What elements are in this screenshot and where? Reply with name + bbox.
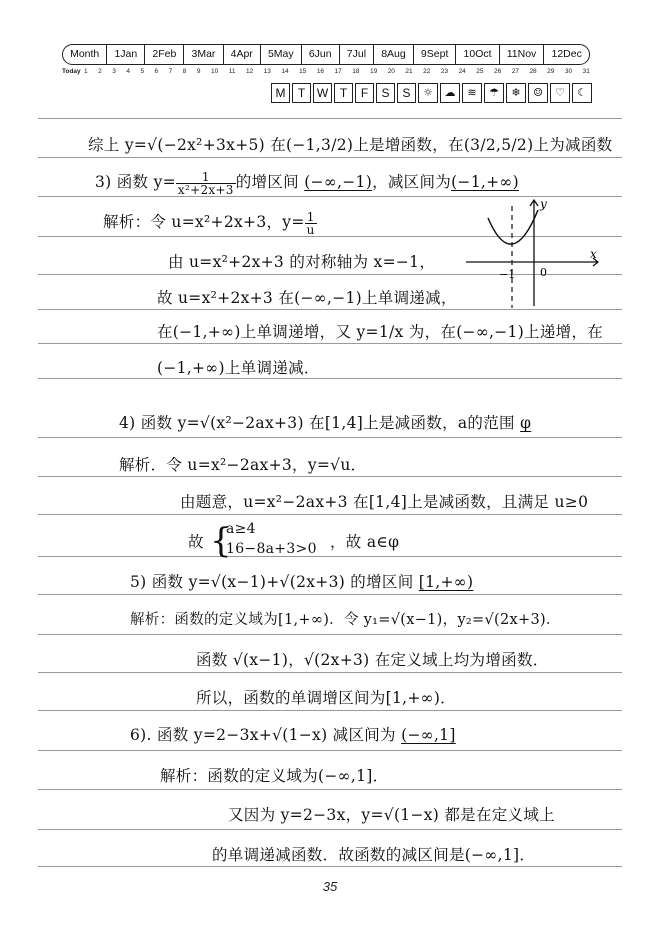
- day-number: 3: [112, 68, 116, 75]
- q5-prefix: 5) 函数 y=√(x−1)+√(2x+3) 的增区间: [130, 573, 414, 591]
- month-cell-may: 5May: [261, 45, 302, 64]
- line-14: 函数 √(x−1)，√(2x+3) 在定义域上均为增函数．: [196, 651, 549, 669]
- day-number: 11: [228, 68, 236, 75]
- month-cell-jan: 1Jan: [107, 45, 145, 64]
- ruled-line: [38, 118, 622, 119]
- month-cell-mar: 3Mar: [184, 45, 223, 64]
- line-16: [130, 723, 456, 745]
- ruled-line: [38, 866, 622, 867]
- month-cell-nov: 11Nov: [500, 45, 545, 64]
- ruled-line: [38, 514, 622, 515]
- q3-answer-increasing: (−∞,−1): [304, 173, 373, 191]
- day-number: 8: [182, 68, 187, 75]
- moon-icon: ☾: [572, 83, 592, 103]
- ruled-line: [38, 710, 622, 711]
- month-cell-label: Month: [63, 45, 107, 64]
- ruled-line: [38, 556, 622, 557]
- ruled-line: [38, 789, 622, 790]
- line-4: 由 u=x²+2x+3 的对称轴为 x=−1，: [168, 253, 436, 271]
- q3-mid: 的增区间: [235, 173, 299, 191]
- page-number: 35: [322, 879, 338, 894]
- weekday-thu: T: [334, 83, 353, 103]
- system-brace: {: [210, 521, 232, 561]
- parabola-graph: [466, 196, 606, 311]
- q3-fraction: [176, 171, 236, 196]
- ruled-line: [38, 378, 622, 379]
- q3-analysis-prefix: 解析：令 u=x²+2x+3，y=: [103, 213, 305, 231]
- rain-icon: ☂: [484, 83, 504, 103]
- happy-face-icon: ☺: [528, 83, 548, 103]
- day-number: 26: [494, 68, 502, 75]
- y-axis-label: y: [540, 197, 547, 211]
- day-number: 19: [369, 68, 378, 75]
- q3-denominator: x²+2x+3: [177, 182, 234, 197]
- q3-prefix: 3) 函数 y=: [95, 173, 176, 191]
- day-number: 13: [263, 68, 271, 75]
- month-row: [62, 44, 590, 65]
- q4-answer: φ: [520, 414, 532, 432]
- q4-condition-2: 16−8a+3>0: [226, 541, 317, 557]
- q4-prefix: 4) 函数 y=√(x²−2ax+3) 在[1,4]上是减函数，a的范围: [119, 414, 515, 432]
- day-number: 24: [458, 68, 466, 75]
- line-13: 解析：函数的定义域为[1,+∞)．令 y₁=√(x−1)，y₂=√(2x+3)．: [130, 612, 561, 628]
- x-axis-label: x: [590, 247, 597, 261]
- day-number: 21: [405, 68, 413, 75]
- line-9: 解析．令 u=x²−2ax+3，y=√u．: [119, 456, 367, 474]
- ruled-line: [38, 476, 622, 477]
- month-cell-dec: 12Dec: [551, 48, 582, 60]
- day-number: 23: [440, 68, 449, 75]
- line-6: 在(−1,+∞)上单调递增，又 y=1/x 为，在(−∞,−1)上递增，在: [157, 323, 604, 341]
- day-number: 16: [316, 68, 325, 75]
- month-cell-feb: 2Feb: [145, 45, 184, 64]
- ruled-line: [38, 437, 622, 438]
- line-8: [119, 411, 531, 433]
- line-19: 的单调递减函数．故函数的减区间是(−∞,1]．: [212, 846, 536, 864]
- q3-numerator: 1: [176, 171, 236, 184]
- day-number: 5: [140, 68, 145, 75]
- parabola-curve: [488, 210, 538, 244]
- weekday-tue: T: [292, 83, 311, 103]
- sun-icon: ☼: [418, 83, 438, 103]
- ruled-line: [38, 157, 622, 158]
- line-18: 又因为 y=2−3x，y=√(1−x) 都是在定义域上: [228, 806, 555, 824]
- line-10: 由题意，u=x²−2ax+3 在[1,4]上是减函数，且满足 u≥0: [180, 493, 589, 511]
- weekday-row: [271, 83, 592, 103]
- q4-conclusion-label: 故: [188, 533, 204, 551]
- q6-prefix: 6). 函数 y=2−3x+√(1−x) 减区间为: [130, 726, 396, 744]
- q3-analysis-denominator: u: [306, 222, 315, 237]
- day-number: 30: [564, 68, 573, 75]
- ruled-line: [38, 750, 622, 751]
- line-17: 解析：函数的定义域为(−∞,1]．: [160, 767, 389, 785]
- day-number: 14: [281, 68, 289, 75]
- ruled-line: [38, 594, 622, 595]
- line-12: [130, 570, 473, 592]
- origin-label: 0: [540, 266, 547, 279]
- heart-icon: ♡: [550, 83, 570, 103]
- q6-answer: (−∞,1]: [401, 726, 456, 744]
- line-7: (−1,+∞)上单调递减．: [157, 359, 320, 377]
- day-number: 1: [84, 68, 88, 75]
- q3-analysis-numerator: 1: [305, 211, 317, 224]
- day-list: [84, 68, 590, 75]
- day-number: 6: [154, 68, 159, 75]
- weekday-wed: W: [313, 83, 332, 103]
- ruled-line: [38, 343, 622, 344]
- today-label: Today: [62, 68, 81, 75]
- wind-icon: ≋: [462, 83, 482, 103]
- month-cell-apr: 4Apr: [224, 45, 261, 64]
- q3-mid2: ，减区间为: [372, 173, 452, 191]
- weekday-sat: S: [376, 83, 395, 103]
- month-cell-sep: 9Sept: [414, 45, 457, 64]
- line-2: [95, 170, 519, 196]
- day-row: [62, 68, 590, 75]
- day-number: 12: [245, 68, 254, 75]
- day-number: 28: [529, 68, 537, 75]
- day-number: 17: [334, 68, 342, 75]
- line-15: 所以，函数的单调增区间为[1,+∞)．: [196, 689, 456, 707]
- day-number: 10: [210, 68, 219, 75]
- line-5: 故 u=x²+2x+3 在(−∞,−1)上单调递减，: [157, 289, 457, 307]
- q3-analysis-fraction: [305, 211, 317, 236]
- ruled-line: [38, 829, 622, 830]
- q3-answer-decreasing: (−1,+∞): [451, 173, 519, 191]
- day-number: 29: [547, 68, 555, 75]
- day-number: 18: [352, 68, 360, 75]
- tick-label-minus-one: −1: [499, 268, 516, 281]
- day-number: 25: [476, 68, 484, 75]
- weekday-mon: M: [271, 83, 290, 103]
- day-number: 9: [196, 68, 201, 75]
- day-number: 4: [126, 68, 130, 75]
- line-3: [103, 210, 317, 236]
- q5-answer: [1,+∞): [418, 573, 474, 591]
- weekday-sun: S: [397, 83, 416, 103]
- ruled-line: [38, 634, 622, 635]
- day-number: 27: [511, 68, 519, 75]
- day-number: 20: [387, 68, 395, 75]
- day-number: 31: [582, 68, 590, 75]
- q4-conclusion: ，故 a∈φ: [330, 533, 400, 551]
- day-number: 7: [168, 68, 173, 75]
- day-number: 22: [423, 68, 431, 75]
- weekday-fri: F: [355, 83, 374, 103]
- line-1: 综上 y=√(−2x²+3x+5) 在(−1,3/2)上是增函数，在(3/2,5/2)上为减函数: [88, 136, 613, 154]
- q4-condition-1: a≥4: [226, 521, 256, 537]
- month-cell-jul: 7Jul: [340, 45, 374, 64]
- cloud-icon: ☁: [440, 83, 460, 103]
- calendar-header: [62, 44, 590, 75]
- day-number: 15: [299, 68, 307, 75]
- ruled-line: [38, 672, 622, 673]
- snow-icon: ❄: [506, 83, 526, 103]
- month-cell-oct: 10Oct: [456, 45, 499, 64]
- month-cell-jun: 6Jun: [302, 45, 340, 64]
- day-number: 2: [98, 68, 102, 75]
- month-cell-aug: 8Aug: [374, 45, 414, 64]
